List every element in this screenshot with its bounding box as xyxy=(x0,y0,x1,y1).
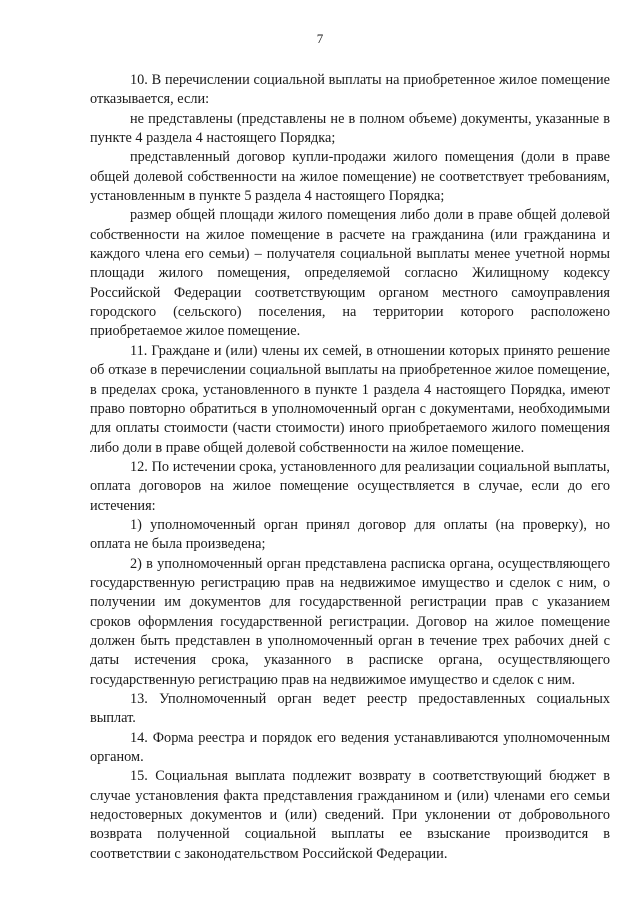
paragraph-10-condition-area: размер общей площади жилого помещения либо доли в праве общей долевой собственности на жилое помещение в расчете на гражданина (или гражданина и каждого члена его семьи) – получателя социальной выплаты менее учетной нормы площади жилого помещения, определяемой согласно Жилищному кодексу Российской Федерации соответствующим органом местного самоуправления городского (сельского) поселения, на территории которого расположено приобретаемое жилое помещение. xyxy=(90,207,610,340)
paragraph-13: 13. Уполномоченный орган ведет реестр предоставленных социальных выплат. xyxy=(90,691,610,727)
paragraph-14: 14. Форма реестра и порядок его ведения устанавливаются уполномоченным органом. xyxy=(90,729,610,766)
paragraph-12-item-2: 2) в уполномоченный орган представлена расписка органа, осуществляющего государственную регистрацию прав на недвижимое имущество и сделок с ним, о получении им документов для государственной регистрации прав с указанием сроков оформления государственной регистрации. Договор на жилое помещение должен быть представлен в уполномоченный орган в течение трех рабочих дней с даты истечения срока, указанного в расписке органа, осуществляющего государственную регистрацию прав на недвижимое имущество и сделок с ним. xyxy=(90,555,610,688)
paragraph-10-intro: 10. В перечислении социальной выплаты на приобретенное жилое помещение отказывается, если: xyxy=(90,72,610,108)
paragraph-10-condition-documents: не представлены (представлены не в полном объеме) документы, указанные в пункте 4 раздела 4 настоящего Порядка; xyxy=(90,110,610,147)
paragraph-12-item-1: 1) уполномоченный орган принял договор для оплаты (на проверку), но оплата не была произведена; xyxy=(90,516,610,553)
page-number: 7 xyxy=(316,31,324,46)
paragraph-11: 11. Граждане и (или) члены их семей, в отношении которых принято решение об отказе в перечислении социальной выплаты на приобретенное жилое помещение, в пределах срока, установленного в пункте 1 раздела 4 настоящего Порядка, имеют право повторно обратиться в уполномоченный орган с документами, необходимыми для оплаты стоимости (части стоимости) иного приобретаемого жилого помещения либо доли в праве общей долевой собственности на жилое помещение. xyxy=(90,342,610,456)
document-body xyxy=(90,71,610,864)
paragraph-10-condition-contract: представленный договор купли-продажи жилого помещения (доли в праве общей долевой собственности на жилое помещение) не соответствует требованиям, установленным в пункте 5 раздела 4 настоящего Порядка; xyxy=(90,149,610,205)
paragraph-15: 15. Социальная выплата подлежит возврату в соответствующий бюджет в случае установления факта представления гражданином и (или) членами его семьи недостоверных документов и (или) сведений. При уклонении от добровольного возврата полученной социальной выплаты ее взыскание производится в соответствии с законодательством Российской Федерации. xyxy=(90,768,610,862)
paragraph-12-intro: 12. По истечении срока, установленного для реализации социальной выплаты, оплата договоров на жилое помещение осуществляется в случае, если до его истечения: xyxy=(90,458,610,514)
